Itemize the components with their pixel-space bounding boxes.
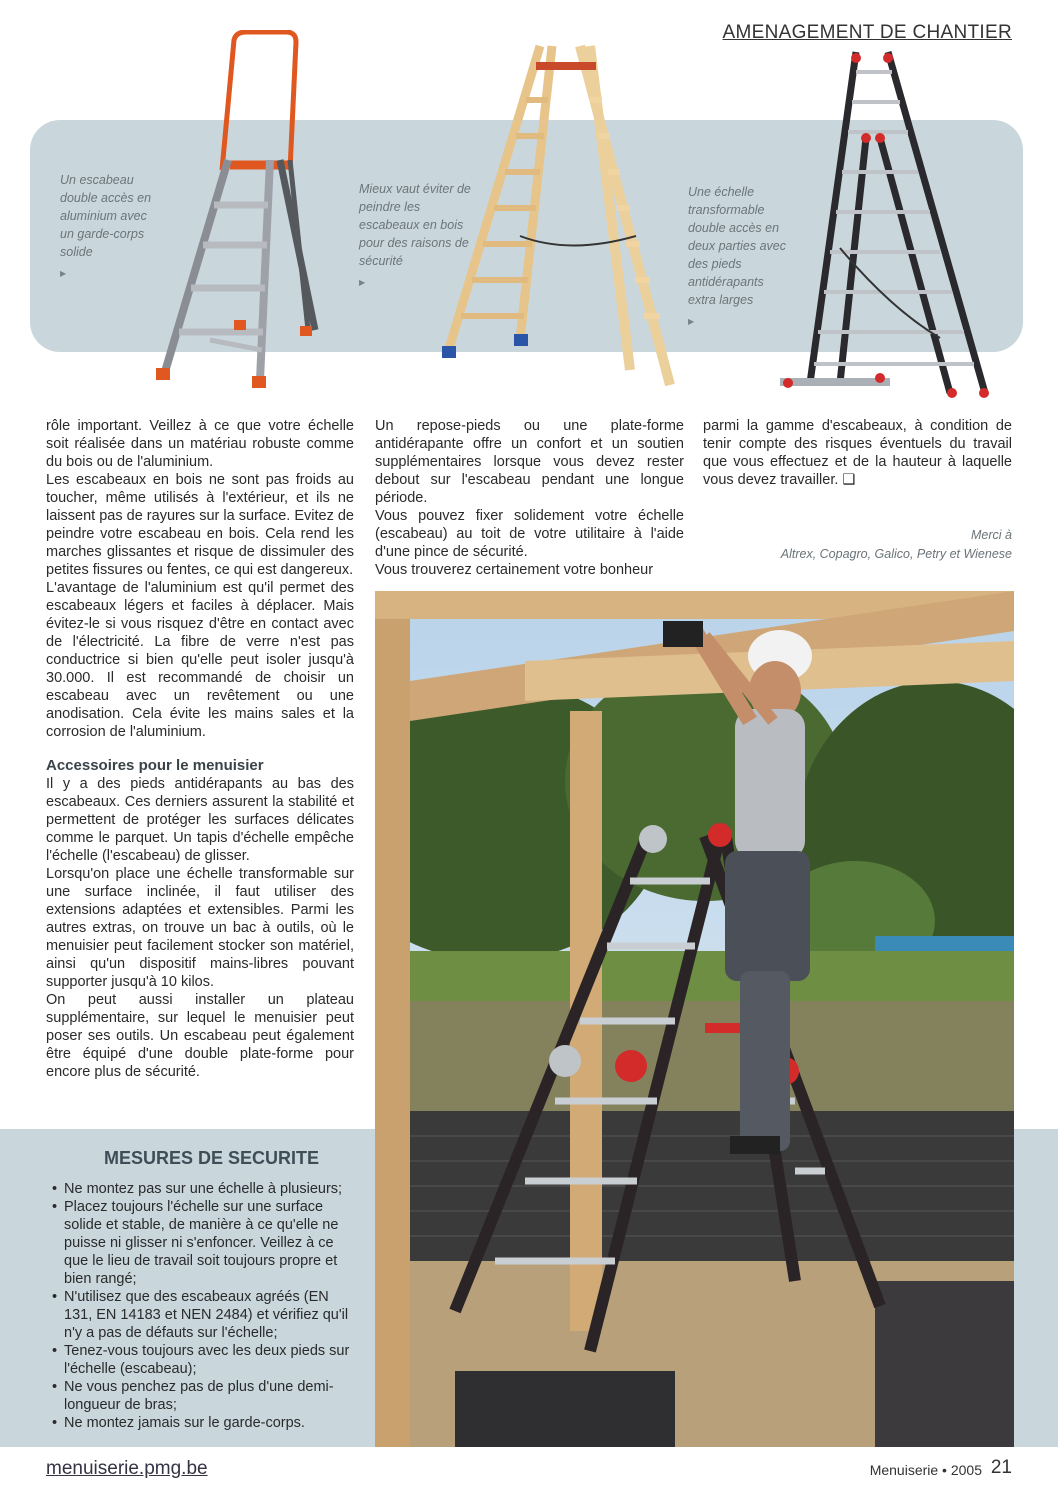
caption-text: Un escabeau double accès en aluminium avec un garde-corps solide <box>60 173 152 259</box>
caption-aluminium-ladder <box>60 171 160 283</box>
caption-text: Mieux vaut éviter de peindre les escabeaux en bois pour des raisons de sécurité <box>359 182 471 268</box>
safety-list <box>52 1180 354 1432</box>
credits <box>781 526 1012 564</box>
list-item: • Ne vous penchez pas de plus d'une demi-longueur de bras; <box>52 1378 354 1414</box>
caret-right-icon: ▶ <box>688 317 695 326</box>
subheading-accessories: Accessoires pour le menuisier <box>46 757 264 774</box>
credits-line-2: Altrex, Copagro, Galico, Petry et Wienese <box>780 547 1012 561</box>
paragraph: Les escabeaux en bois ne sont pas froids au toucher, même utilisés à l'extérieur, et ils ne laissent pas de rayures sur la surface. Evitez de peindre votre escabeau en bois. Cela rend les marches glissantes et risque de dissimuler des petites fissures ou fentes, ce qui est dangereux. <box>46 472 354 578</box>
transformable-ladder-image <box>770 48 995 398</box>
credits-line-1: Merci à <box>971 528 1012 542</box>
list-item: • Placez toujours l'échelle sur une surface solide et stable, de manière à ce qu'elle ne puisse ni glisser ni s'enfoncer. Veillez à ce que le lieu de travail soit toujours propre et bien rangé; <box>52 1198 354 1288</box>
paragraph: Lorsqu'on place une échelle transformable sur une surface inclinée, il faut utiliser des extensions adaptées et extensibles. Parmi les autres extras, on trouve un bac à outils, où le menuisier peut facilement stocker son matériel, ainsi qu'un dispositif mains-libres pouvant supporter jusqu'à 10 kilos. <box>46 866 354 990</box>
paragraph: Vous pouvez fixer solidement votre échelle (escabeau) au toit de votre utilitaire à l'aide d'une pince de sécurité. <box>375 508 684 560</box>
paragraph: Un repose-pieds ou une plate-forme antidérapante offre un confort et un soutien supplémentaires lorsque vous devez rester debout sur l'escabeau pendant une longue période. <box>375 418 684 506</box>
worker-on-ladder-photo <box>375 591 1014 1447</box>
caret-right-icon: ▶ <box>60 269 67 278</box>
safety-title: MESURES DE SECURITE <box>104 1148 320 1168</box>
list-item: • Ne montez pas sur une échelle à plusieurs; <box>52 1180 354 1198</box>
section-title: AMENAGEMENT DE CHANTIER <box>722 22 1012 43</box>
list-item: • Tenez-vous toujours avec les deux pieds sur l'échelle (escabeau); <box>52 1342 354 1378</box>
paragraph: rôle important. Veillez à ce que votre échelle soit réalisée dans un matériau robuste comme du bois ou de l'aluminium. <box>46 418 354 470</box>
paragraph: Vous trouverez certainement votre bonheur <box>375 562 654 578</box>
paragraph: parmi la gamme d'escabeaux, à condition de tenir compte des risques éventuels du travail que vous effectuez et de la hauteur à laquelle vous devez travailler. ❑ <box>703 418 1012 488</box>
aluminium-stepladder-image <box>150 30 330 395</box>
caret-right-icon: ▶ <box>359 278 366 287</box>
caption-text: Une échelle transformable double accès en deux parties avec des pieds antidérapants extra larges <box>688 185 786 307</box>
list-item: • N'utilisez que des escabeaux agréés (EN 131, EN 14183 et NEN 2484) et vérifiez qu'il n'y a pas de défauts sur l'échelle; <box>52 1288 354 1342</box>
page-number: 21 <box>990 1457 1012 1478</box>
magazine-issue: Menuiserie • 2005 <box>869 1462 982 1478</box>
wooden-ladder-image <box>440 40 690 390</box>
article-column-3 <box>703 417 1012 489</box>
article-column-2 <box>375 417 684 579</box>
paragraph: On peut aussi installer un plateau supplémentaire, sur lequel le menuisier peut poser ses outils. Un escabeau peut également être équipé d'une double plate-forme pour encore plus de sécurité. <box>46 992 354 1080</box>
paragraph: Il y a des pieds antidérapants au bas des escabeaux. Ces derniers assurent la stabilité et permettent de protéger les surfaces délicates comme le parquet. Un tapis d'échelle empêche l'échelle (l'escabeau) de glisser. <box>46 776 354 864</box>
article-column-1 <box>46 417 354 1081</box>
website-link[interactable]: menuiserie.pmg.be <box>46 1458 208 1479</box>
paragraph: L'avantage de l'aluminium est qu'il permet des escabeaux légers et faciles à déplacer. Mais évitez-le si vous risquez d'être en contact avec de l'électricité. La fibre de verre n'est pas conductrice si bien qu'elle peut isoler jusqu'à 30.000. Il est recommandé de choisir un escabeau avec un revêtement ou une anodisation. Cela évite les mains sales et la corrosion de l'aluminium. <box>46 580 354 740</box>
list-item: • Ne montez jamais sur le garde-corps. <box>52 1414 354 1432</box>
